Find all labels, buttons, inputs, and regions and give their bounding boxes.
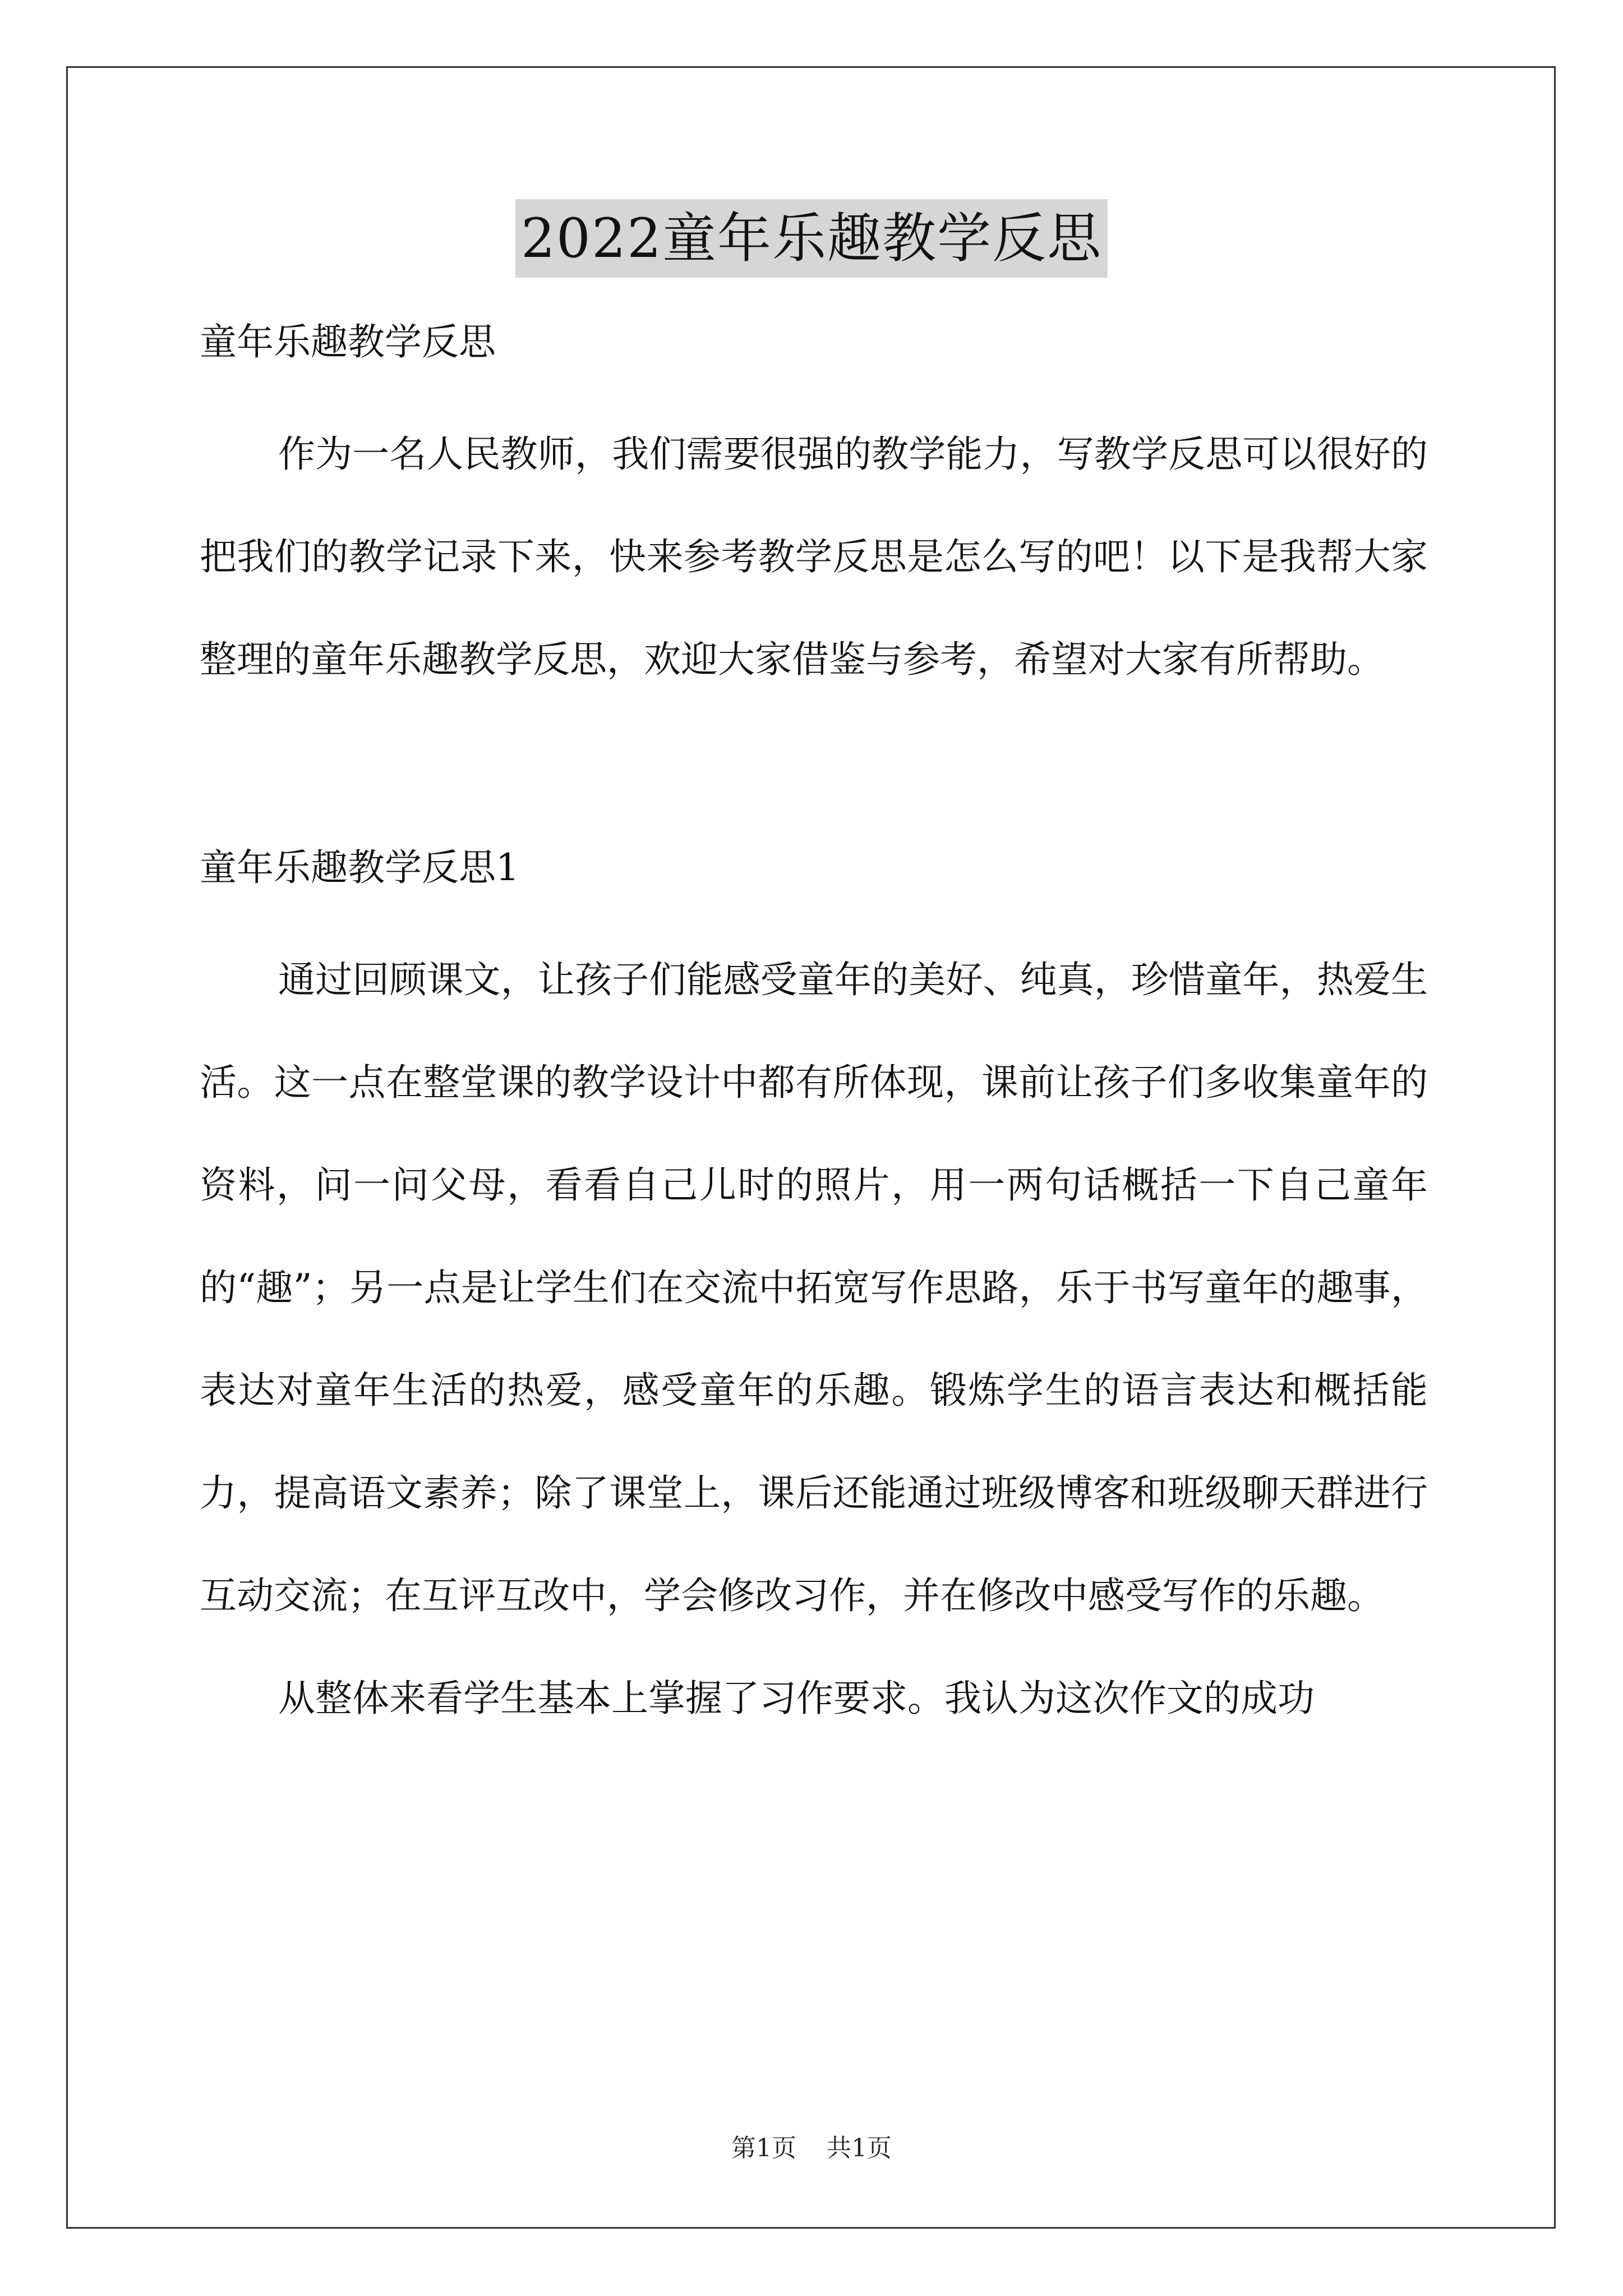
- spacer: [200, 896, 1428, 928]
- body-paragraph-2: 从整体来看学生基本上掌握了习作要求。我认为这次作文的成功: [278, 1677, 1315, 1720]
- spacer: [200, 370, 1428, 403]
- page-footer: [0, 2132, 1623, 2165]
- body-paragraph-1: 通过回顾课文，让孩子们能感受童年的美好、纯真，珍惜童年，热爱生活。这一点在整堂课的教学设计中都有所体现，课前让孩子们多收集童年的资料，问一问父母，看看自己儿时的照片，用一两句话概括一下自己童年的“趣”；另一点是让学生们在交流中拓宽写作思路，乐于书写童年的趣事，表达对童年生活的热爱，感受童年的乐趣。锻炼学生的语言表达和概括能力，提高语文素养；除了课堂上，课后还能通过班级博客和班级聊天群进行互动交流；在互评互改中，学会修改习作，并在修改中感受写作的乐趣。: [200, 958, 1428, 1617]
- page-number-total: 共1页: [827, 2134, 892, 2162]
- document-body: [200, 314, 1428, 1750]
- title-container: [0, 199, 1623, 278]
- spacer: [200, 711, 1428, 840]
- section-heading: 童年乐趣教学反思1: [200, 846, 519, 889]
- document-title: 2022童年乐趣教学反思: [515, 199, 1108, 278]
- document-subtitle: 童年乐趣教学反思: [200, 320, 496, 364]
- intro-paragraph: 作为一名人民教师，我们需要很强的教学能力，写教学反思可以很好的把我们的教学记录下来，快来参考教学反思是怎么写的吧！以下是我帮大家整理的童年乐趣教学反思，欢迎大家借鉴与参考，希望对大家有所帮助。: [200, 432, 1428, 681]
- page-number-current: 第1页: [731, 2134, 796, 2162]
